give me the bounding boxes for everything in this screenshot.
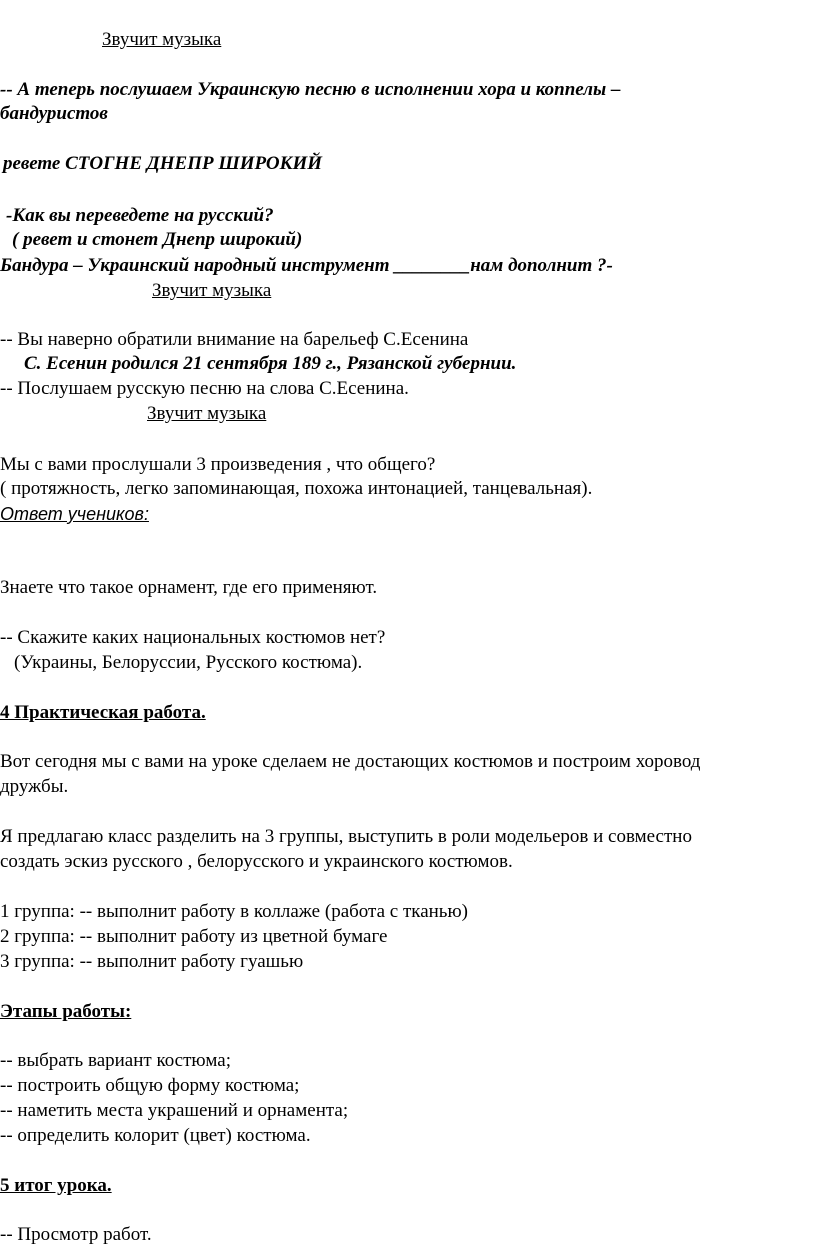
music-cue-2: Звучит музыка [152,280,272,301]
group-3: 3 группа: -- выполнит работу гуашью [0,951,304,972]
groups-line-2: создать эскиз русского , белорусского и украинского костюмов. [0,851,513,872]
today-line-1: Вот сегодня мы с вами на уроке сделаем не достающих костюмов и построим хоровод [0,751,701,772]
summary-heading: 5 итог урока. [0,1175,112,1196]
features-answer: ( протяжность, легко запоминающая, похожа интонацией, танцевальная). [0,478,593,499]
ornament-question: Знаете что такое орнамент, где его применяют. [0,577,378,598]
today-line-2: дружбы. [0,776,69,797]
group-2: 2 группа: -- выполнит работу из цветной бумаге [0,926,388,947]
students-answer-label: Ответ учеников: [0,504,149,524]
answer-translate: ( ревет и стонет Днепр широкий) [12,229,303,250]
group-1: 1 группа: -- выполнит работу в коллаже (работа с тканью) [0,901,468,922]
music-cue-3: Звучит музыка [147,403,267,424]
stage-4: -- определить колорит (цвет) костюма. [0,1125,311,1146]
review-line: -- Просмотр работ. [0,1224,152,1245]
costumes-question: -- Скажите каких национальных костюмов нет? [0,627,386,648]
stage-2: -- построить общую форму костюма; [0,1075,300,1096]
bandura-line: Бандура – Украинский народный инструмент ________нам дополнит ?- [0,255,613,276]
barelief-line: -- Вы наверно обратили внимание на барельеф С.Есенина [0,329,469,350]
music-cue-1: Звучит музыка [102,29,222,50]
stage-1: -- выбрать вариант костюма; [0,1050,231,1071]
costumes-answer: (Украины, Белоруссии, Русского костюма). [14,652,363,673]
song-title: ревете СТОГНЕ ДНЕПР ШИРОКИЙ [3,153,323,174]
intro-line-2: бандуристов [0,103,108,124]
stages-heading: Этапы работы: [0,1001,132,1022]
esenin-born: С. Есенин родился 21 сентября 189 г., Рязанской губернии. [24,353,517,374]
practical-heading: 4 Практическая работа. [0,702,206,723]
intro-line-1: -- А теперь послушаем Украинскую песню в исполнении хора и коппелы – [0,79,621,100]
question-translate: -Как вы переведете на русский? [6,205,274,226]
three-works-question: Мы с вами прослушали 3 произведения , что общего? [0,454,436,475]
listen-song: -- Послушаем русскую песню на слова С.Есенина. [0,378,409,399]
stage-3: -- наметить места украшений и орнамента; [0,1100,349,1121]
groups-line-1: Я предлагаю класс разделить на 3 группы, выступить в роли модельеров и совместно [0,826,692,847]
